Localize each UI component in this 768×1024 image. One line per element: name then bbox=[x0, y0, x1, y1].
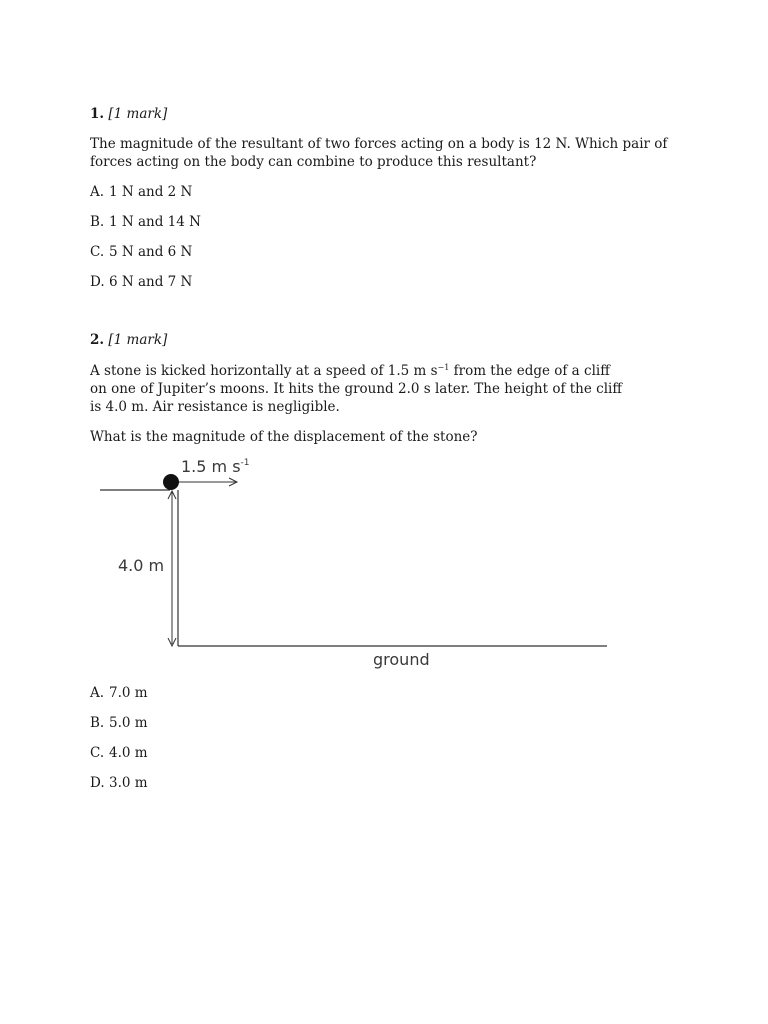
option-text: 7.0 m bbox=[109, 685, 148, 701]
stone bbox=[163, 474, 179, 490]
ground-label: ground bbox=[373, 650, 430, 669]
option-letter: A. bbox=[90, 184, 105, 200]
option-text: 1 N and 2 N bbox=[109, 184, 193, 200]
speed-exponent: -1 bbox=[240, 458, 250, 468]
question-2-option-c[interactable] bbox=[90, 744, 148, 762]
question-2-option-d[interactable] bbox=[90, 774, 148, 792]
question-2-text-start: A stone is kicked horizontally at a speed of 1.5 m s bbox=[90, 363, 438, 379]
question-1-option-a[interactable] bbox=[90, 183, 192, 201]
question-1-option-b[interactable] bbox=[90, 213, 201, 231]
height-label: 4.0 m bbox=[118, 556, 165, 575]
question-2-option-a[interactable] bbox=[90, 684, 148, 702]
question-1-text: The magnitude of the resultant of two forces acting on a body is 12 N. Which pair of forces acting on the body can combine to produce this resultant? bbox=[90, 136, 668, 170]
option-letter: A. bbox=[90, 685, 105, 701]
option-text: 5 N and 6 N bbox=[109, 244, 193, 260]
option-letter: D. bbox=[90, 775, 105, 791]
option-letter: B. bbox=[90, 214, 105, 230]
option-letter: C. bbox=[90, 745, 105, 761]
question-2-prompt: What is the magnitude of the displacement of the stone? bbox=[90, 429, 478, 445]
option-text: 5.0 m bbox=[109, 715, 148, 731]
option-letter: D. bbox=[90, 274, 105, 290]
question-1-number: 1. bbox=[90, 106, 105, 122]
option-text: 4.0 m bbox=[109, 745, 148, 761]
cliff-diagram-svg bbox=[90, 450, 620, 680]
question-2-text-end: from the edge of a cliff on one of Jupiter’s moons. It hits the ground 2.0 s later. The height of the cliff is 4.0 m. Air resistance is negligible. bbox=[90, 363, 622, 415]
option-text: 6 N and 7 N bbox=[109, 274, 193, 290]
option-text: 3.0 m bbox=[109, 775, 148, 791]
unit-exponent: −1 bbox=[437, 363, 450, 372]
cliff-diagram bbox=[90, 450, 620, 680]
question-2-heading bbox=[90, 331, 167, 349]
question-2-text bbox=[90, 362, 630, 416]
option-text: 1 N and 14 N bbox=[109, 214, 201, 230]
option-letter: C. bbox=[90, 244, 105, 260]
question-1-option-d[interactable] bbox=[90, 273, 192, 291]
question-2-option-b[interactable] bbox=[90, 714, 148, 732]
question-2-marks: [1 mark] bbox=[108, 332, 168, 348]
question-1-option-c[interactable] bbox=[90, 243, 192, 261]
question-1-heading bbox=[90, 105, 167, 123]
option-letter: B. bbox=[90, 715, 105, 731]
question-2-number: 2. bbox=[90, 332, 105, 348]
speed-label: 1.5 m $s^{-1}$ bbox=[181, 457, 250, 476]
question-1-marks: [1 mark] bbox=[108, 106, 168, 122]
